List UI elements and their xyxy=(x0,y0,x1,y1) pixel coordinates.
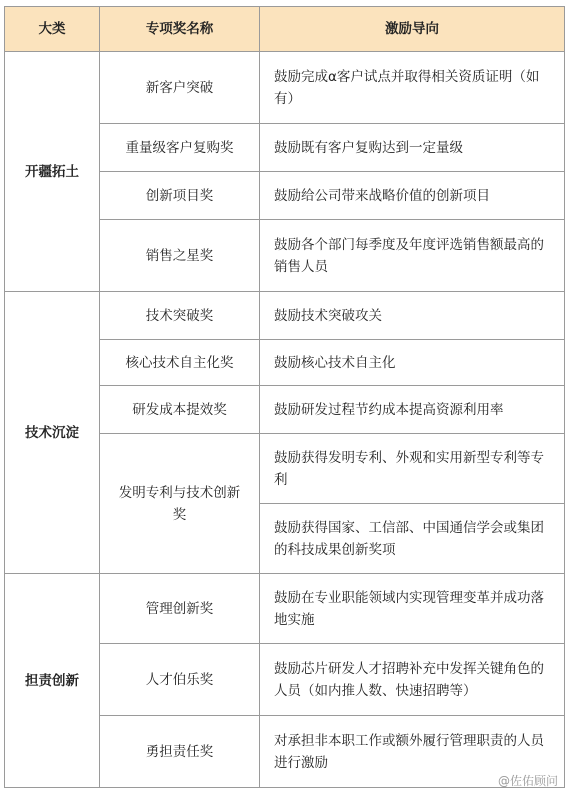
description-cell: 对承担非本职工作或额外履行管理职责的人员进行激励 xyxy=(260,716,565,788)
award-table xyxy=(4,6,565,788)
category-cell: 担责创新 xyxy=(5,574,100,788)
award-name-cell: 重量级客户复购奖 xyxy=(100,124,260,172)
description-cell: 鼓励给公司带来战略价值的创新项目 xyxy=(260,172,565,220)
category-cell: 技术沉淀 xyxy=(5,292,100,574)
table-header-row xyxy=(5,7,565,52)
award-name-cell: 勇担责任奖 xyxy=(100,716,260,788)
award-name-cell: 销售之星奖 xyxy=(100,220,260,292)
award-name-cell: 研发成本提效奖 xyxy=(100,386,260,434)
header-incentive-guide: 激励导向 xyxy=(260,7,565,52)
watermark: @佐佑顾问 xyxy=(497,774,558,788)
description-cell: 鼓励获得国家、工信部、中国通信学会或集团的科技成果创新奖项 xyxy=(260,504,565,574)
award-name-cell: 创新项目奖 xyxy=(100,172,260,220)
table-row xyxy=(5,292,565,340)
description-cell: 鼓励芯片研发人才招聘补充中发挥关键角色的人员（如内推人数、快速招聘等） xyxy=(260,644,565,716)
award-name-cell: 管理创新奖 xyxy=(100,574,260,644)
description-cell: 鼓励技术突破攻关 xyxy=(260,292,565,340)
award-name-cell: 新客户突破 xyxy=(100,52,260,124)
award-name-cell: 人才伯乐奖 xyxy=(100,644,260,716)
description-cell: 鼓励既有客户复购达到一定量级 xyxy=(260,124,565,172)
description-cell: 鼓励各个部门每季度及年度评选销售额最高的销售人员 xyxy=(260,220,565,292)
description-cell: 鼓励完成α客户试点并取得相关资质证明（如有） xyxy=(260,52,565,124)
award-name-cell: 发明专利与技术创新奖 xyxy=(100,434,260,574)
award-name-cell: 核心技术自主化奖 xyxy=(100,340,260,386)
description-cell: 鼓励获得发明专利、外观和实用新型专利等专利 xyxy=(260,434,565,504)
header-category: 大类 xyxy=(5,7,100,52)
table-row xyxy=(5,574,565,644)
description-cell: 鼓励在专业职能领域内实现管理变革并成功落地实施 xyxy=(260,574,565,644)
description-cell: 鼓励研发过程节约成本提高资源利用率 xyxy=(260,386,565,434)
table-row xyxy=(5,52,565,124)
header-award-name: 专项奖名称 xyxy=(100,7,260,52)
description-cell: 鼓励核心技术自主化 xyxy=(260,340,565,386)
category-cell: 开疆拓土 xyxy=(5,52,100,292)
award-name-cell: 技术突破奖 xyxy=(100,292,260,340)
